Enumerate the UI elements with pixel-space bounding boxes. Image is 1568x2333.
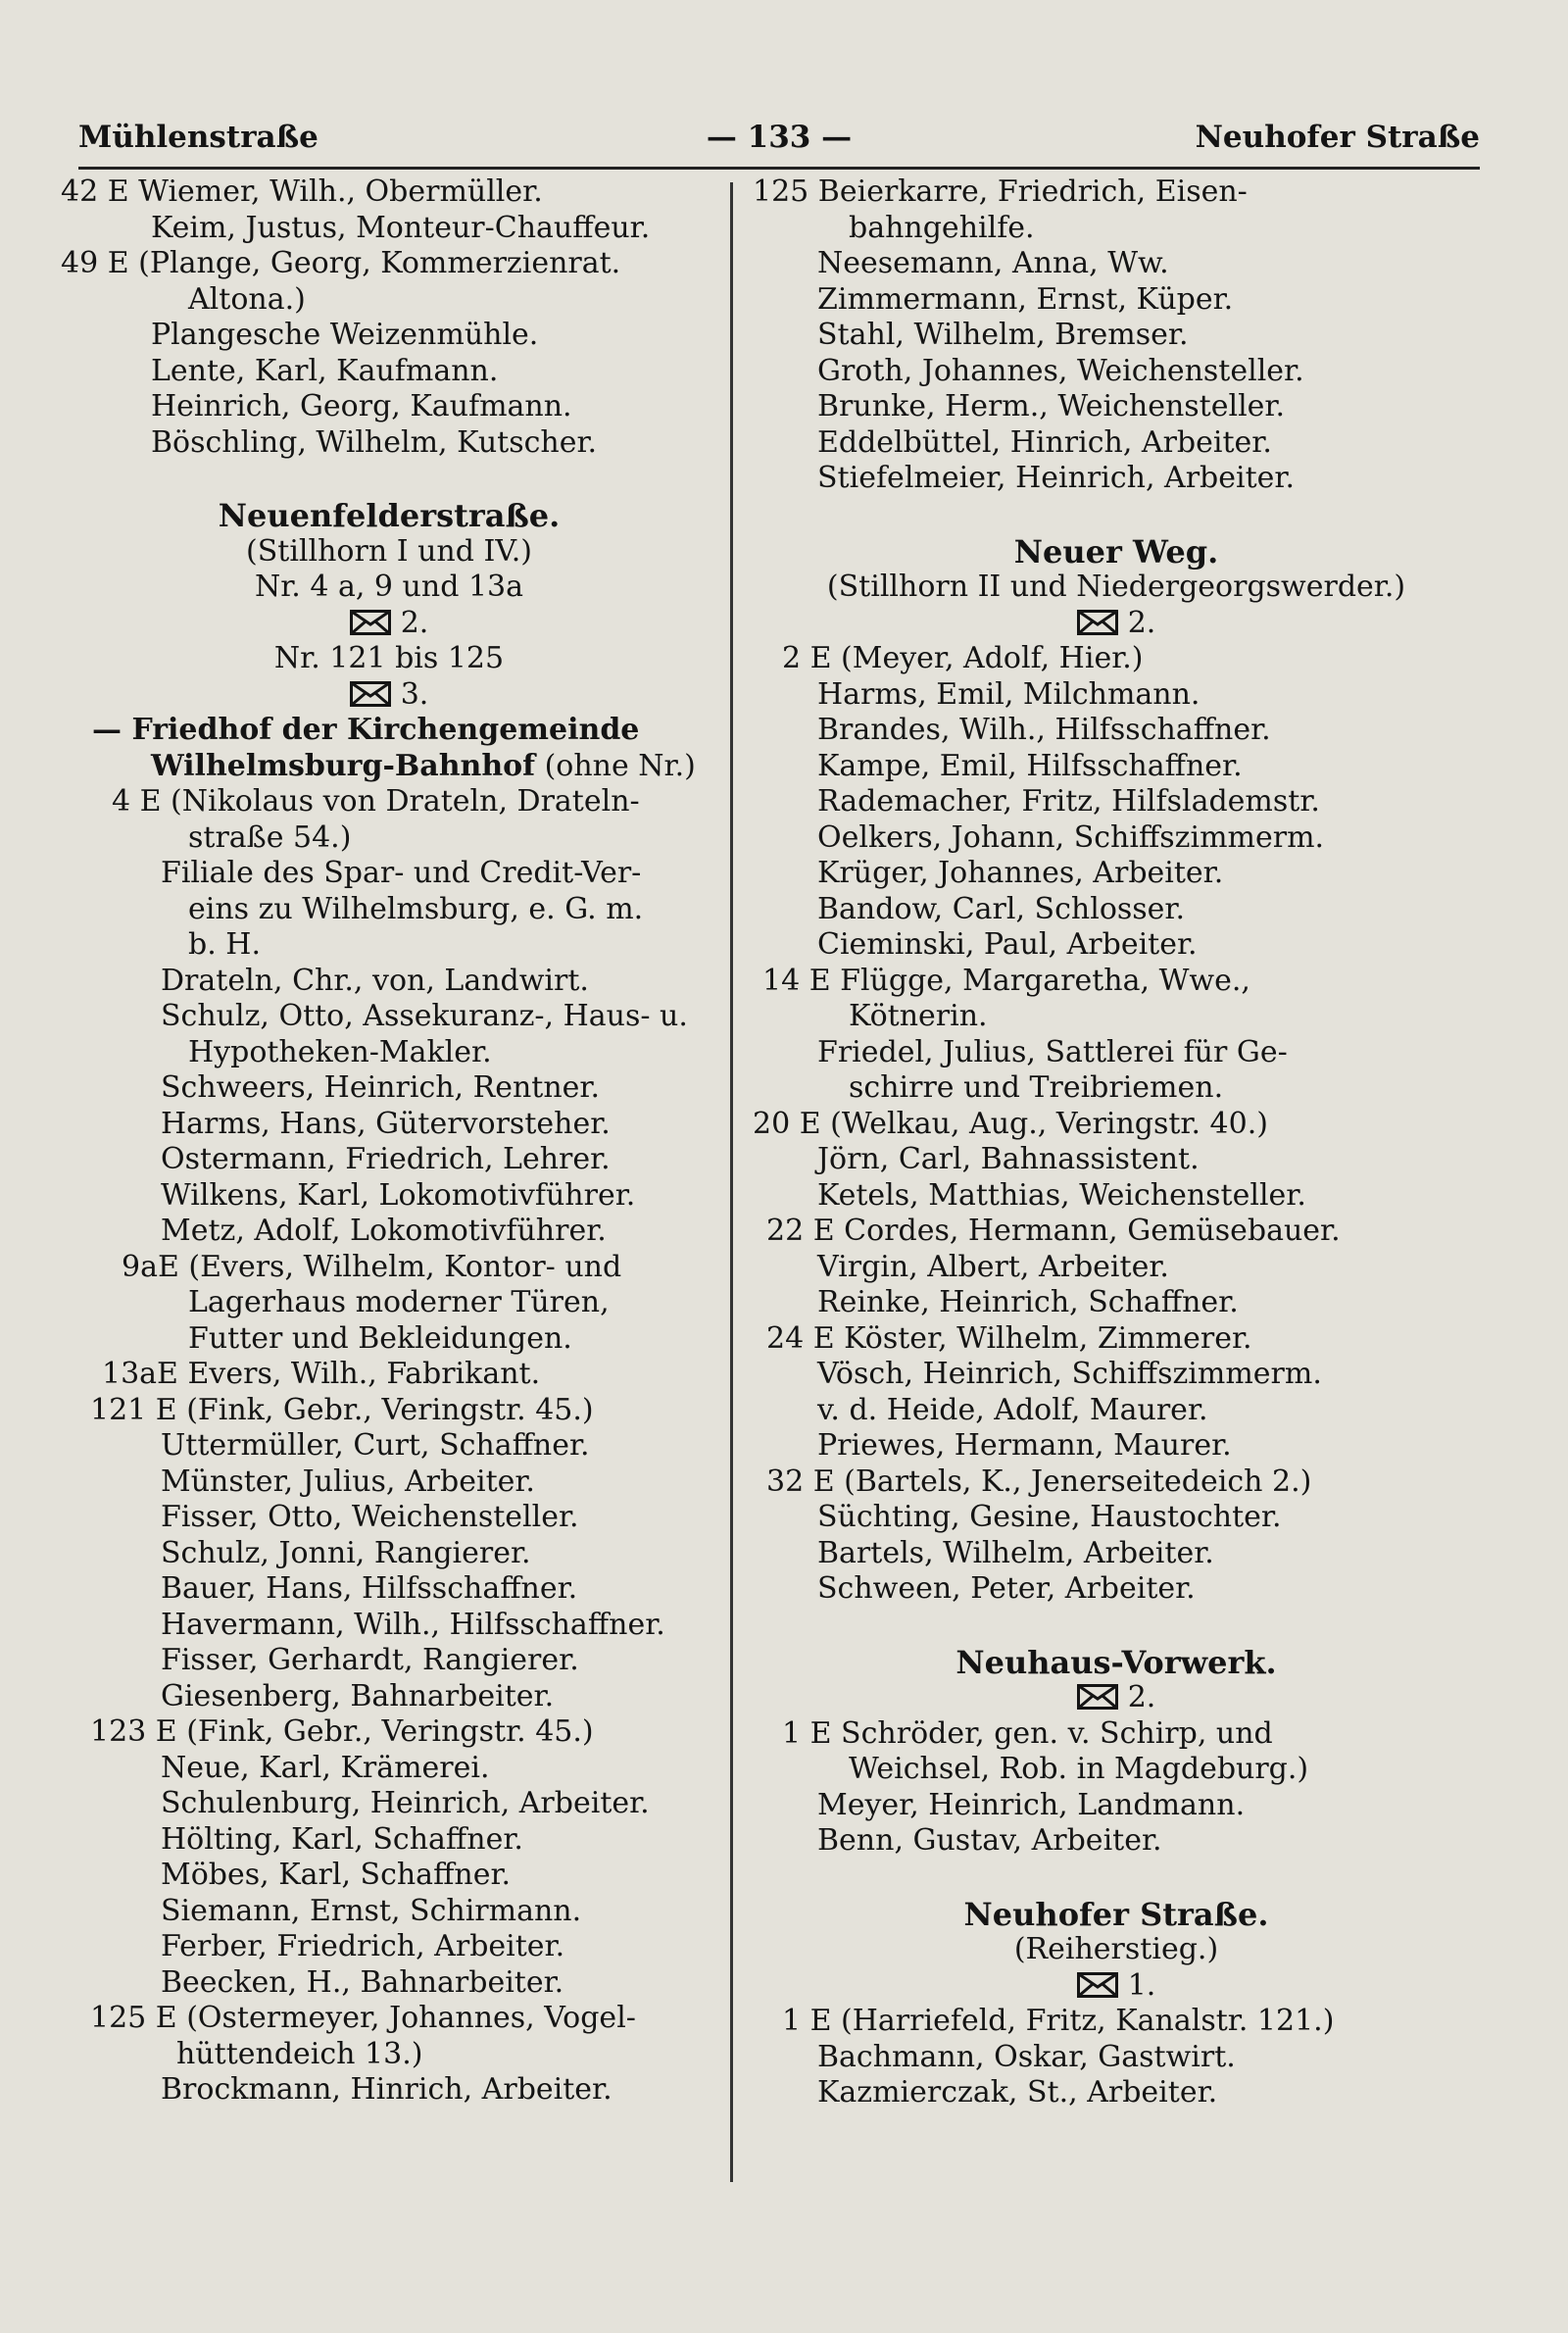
entry-line: Oelkers, Johann, Schiffszimmerm. (817, 819, 1325, 855)
entry-line: Süchting, Gesine, Haustochter. (817, 1500, 1282, 1534)
entry-line: schirre und Treibriemen. (849, 1070, 1224, 1105)
entry-line: 20 E (Welkau, Aug., Veringstr. 40.) (753, 1106, 1268, 1141)
entry-line: Fisser, Gerhardt, Rangierer. (161, 1643, 579, 1677)
entry-line: Kampe, Emil, Hilfsschaffner. (817, 748, 1243, 783)
entry-line: 125 Beierkarre, Friedrich, Eisen- (753, 174, 1248, 209)
entry-line: Uttermüller, Curt, Schaffner. (161, 1428, 590, 1463)
entry-line: 1 E Schröder, gen. v. Schirp, und (782, 1715, 1273, 1751)
entry-line: Böschling, Wilhelm, Kutscher. (151, 424, 598, 460)
entry-line: bahngehilfe. (849, 210, 1035, 245)
street-subtitle: (Reiherstieg.) (1013, 1932, 1219, 1966)
entry-line: Schween, Peter, Arbeiter. (817, 1571, 1196, 1606)
envelope-icon (350, 681, 391, 707)
entry-line: Wilkens, Karl, Lokomotivführer. (161, 1177, 636, 1213)
entry-line: Lagerhaus moderner Türen, (188, 1285, 610, 1319)
entry-line: Rademacher, Fritz, Hilfslademstr. (817, 784, 1320, 819)
envelope-icon (1077, 1684, 1118, 1710)
entry-line: hüttendeich 13.) (176, 2036, 423, 2071)
post-district-number: 1. (1127, 1967, 1156, 2003)
entry-line: Hypotheken-Makler. (188, 1034, 492, 1069)
entry-line: Lente, Karl, Kaufmann. (151, 353, 499, 388)
entry-line: 125 E (Ostermeyer, Johannes, Vogel- (90, 2001, 636, 2035)
entry-line: Groth, Johannes, Weichensteller. (817, 353, 1304, 388)
entry-line: Hölting, Karl, Schaffner. (161, 1821, 523, 1857)
entry-line: Ketels, Matthias, Weichensteller. (817, 1177, 1306, 1213)
entry-line: Metz, Adolf, Lokomotivführer. (161, 1214, 607, 1248)
post-district (61, 606, 717, 642)
entry-line: Harms, Hans, Gütervorsteher. (161, 1106, 611, 1141)
page-number: — 133 — (706, 120, 853, 155)
entry-line: Fisser, Otto, Weichensteller. (161, 1500, 579, 1534)
page-header (78, 120, 1480, 169)
entry-line: Brunke, Herm., Weichensteller. (817, 389, 1286, 423)
entry-line: Bartels, Wilhelm, Arbeiter. (817, 1535, 1214, 1570)
entry-line: Siemann, Ernst, Schirmann. (161, 1893, 582, 1928)
entry-line: Kazmierczak, St., Arbeiter. (817, 2075, 1218, 2110)
entry-line: Schulz, Jonni, Rangierer. (161, 1535, 531, 1570)
post-district-number: 2. (1127, 605, 1156, 640)
post-district (61, 677, 717, 714)
entry-line: 49 E (Plange, Georg, Kommerzienrat. (61, 246, 621, 280)
entry-line: Priewes, Hermann, Maurer. (817, 1428, 1232, 1463)
entry-line: Jörn, Carl, Bahnassistent. (817, 1142, 1200, 1176)
entry-line: Weichsel, Rob. in Magdeburg.) (849, 1752, 1309, 1786)
entry-line: Benn, Gustav, Arbeiter. (817, 1823, 1162, 1858)
entry-line: Futter und Bekleidungen. (188, 1320, 572, 1356)
entry-line: Krüger, Johannes, Arbeiter. (817, 856, 1224, 890)
entry-line: Vösch, Heinrich, Schiffszimmerm. (817, 1357, 1322, 1391)
entry-line: Eddelbüttel, Hinrich, Arbeiter. (817, 424, 1272, 460)
street-heading: Neuhaus-Vorwerk. (956, 1643, 1277, 1681)
post-district-number: 2. (400, 605, 429, 640)
entry-line: Stahl, Wilhelm, Bremser. (817, 318, 1189, 352)
entry-line: Beecken, H., Bahnarbeiter. (161, 1964, 564, 2000)
entry-line: 2 E (Meyer, Adolf, Hier.) (782, 641, 1144, 675)
entry-line: Neesemann, Anna, Ww. (817, 246, 1169, 280)
header-rule (78, 167, 1480, 170)
street-subtitle: (Stillhorn I und IV.) (246, 533, 532, 569)
entry-line: Brandes, Wilh., Hilfsschaffner. (817, 713, 1271, 747)
entry-line: Brockmann, Hinrich, Arbeiter. (161, 2072, 612, 2107)
entry-line: 14 E Flügge, Margaretha, Wwe., (762, 963, 1250, 998)
column-divider (730, 182, 733, 2182)
envelope-icon (1077, 1972, 1118, 1998)
entry-line: v. d. Heide, Adolf, Maurer. (817, 1392, 1208, 1427)
right-column (753, 174, 1480, 2111)
entry-line: Bauer, Hans, Hilfsschaffner. (161, 1571, 578, 1606)
entry-line: Schweers, Heinrich, Rentner. (161, 1070, 601, 1105)
entry-line: straße 54.) (188, 819, 352, 855)
entry-line: eins zu Wilhelmsburg, e. G. m. (188, 891, 644, 926)
entry-line: 32 E (Bartels, K., Jenerseitedeich 2.) (766, 1464, 1312, 1499)
street-subtitle: (Stillhorn II und Niedergeorgswerder.) (826, 570, 1406, 604)
entry-line: 42 E Wiemer, Wilh., Obermüller. (61, 174, 543, 209)
entry-line: 1 E (Harriefeld, Fritz, Kanalstr. 121.) (782, 2004, 1335, 2038)
envelope-icon (350, 610, 391, 635)
entry-line (61, 749, 717, 785)
post-district (753, 1680, 1480, 1716)
cemetery-note: (ohne Nr.) (535, 748, 696, 783)
header-left-street: Mühlenstraße (78, 120, 318, 155)
entry-line: Bandow, Carl, Schlosser. (817, 891, 1186, 926)
entry-line: Meyer, Heinrich, Landmann. (817, 1787, 1246, 1822)
left-column (61, 174, 717, 2109)
entry-line: Heinrich, Georg, Kaufmann. (151, 389, 572, 423)
entry-line: Münster, Julius, Arbeiter. (161, 1464, 535, 1499)
entry-line: Bachmann, Oskar, Gastwirt. (817, 2039, 1236, 2074)
entry-line: — Friedhof der Kirchengemeinde (92, 713, 640, 747)
cemetery-name: Wilhelmsburg-Bahnhof (151, 748, 536, 783)
entry-line: b. H. (188, 927, 261, 962)
post-district-number: 3. (400, 676, 429, 712)
entry-line: Virgin, Albert, Arbeiter. (817, 1249, 1169, 1284)
entry-line: Kötnerin. (849, 999, 988, 1033)
entry-line: Schulenburg, Heinrich, Arbeiter. (161, 1786, 650, 1820)
entry-line: Giesenberg, Bahnarbeiter. (161, 1678, 555, 1713)
entry-line: Reinke, Heinrich, Schaffner. (817, 1285, 1239, 1319)
entry-line: Havermann, Wilh., Hilfsschaffner. (161, 1607, 665, 1642)
entry-line: Neue, Karl, Krämerei. (161, 1750, 490, 1785)
street-heading: Neuhofer Straße. (963, 1895, 1269, 1933)
post-district (753, 606, 1480, 642)
entry-line: Altona.) (188, 281, 306, 317)
street-heading: Neuenfelderstraße. (218, 497, 561, 534)
post-district-number: 2. (1127, 1680, 1156, 1714)
entry-line: Keim, Justus, Monteur-Chauffeur. (151, 210, 651, 245)
entry-line: 9aE (Evers, Wilhelm, Kontor- und (122, 1249, 622, 1284)
entry-line: Ostermann, Friedrich, Lehrer. (161, 1142, 611, 1176)
entry-line: Harms, Emil, Milchmann. (817, 676, 1200, 712)
post-district (753, 1968, 1480, 2005)
entry-line: 22 E Cordes, Hermann, Gemüsebauer. (766, 1214, 1341, 1248)
entry-line: Drateln, Chr., von, Landwirt. (161, 963, 589, 998)
house-number-range: Nr. 121 bis 125 (273, 641, 505, 675)
house-number-range: Nr. 4 a, 9 und 13a (254, 570, 523, 604)
entry-line: 121 E (Fink, Gebr., Veringstr. 45.) (90, 1392, 594, 1427)
entry-line: Filiale des Spar- und Credit-Ver- (161, 856, 642, 890)
entry-line: 4 E (Nikolaus von Drateln, Drateln- (112, 784, 640, 819)
entry-line: Cieminski, Paul, Arbeiter. (817, 927, 1198, 962)
entry-line: Friedel, Julius, Sattlerei für Ge- (817, 1034, 1288, 1069)
entry-line: 13aE Evers, Wilh., Fabrikant. (102, 1357, 541, 1391)
entry-line: 24 E Köster, Wilhelm, Zimmerer. (766, 1320, 1252, 1356)
entry-line: Möbes, Karl, Schaffner. (161, 1858, 512, 1892)
street-heading: Neuer Weg. (1013, 532, 1219, 571)
entry-line: Schulz, Otto, Assekuranz-, Haus- u. (161, 999, 688, 1033)
entry-line: Ferber, Friedrich, Arbeiter. (161, 1929, 565, 1963)
entry-line: Stiefelmeier, Heinrich, Arbeiter. (817, 461, 1295, 495)
header-right-street: Neuhofer Straße (1195, 120, 1480, 155)
entry-line: 123 E (Fink, Gebr., Veringstr. 45.) (90, 1714, 594, 1749)
entry-line: Plangesche Weizenmühle. (151, 318, 539, 352)
entry-line: Zimmermann, Ernst, Küper. (817, 281, 1234, 317)
envelope-icon (1077, 610, 1118, 635)
